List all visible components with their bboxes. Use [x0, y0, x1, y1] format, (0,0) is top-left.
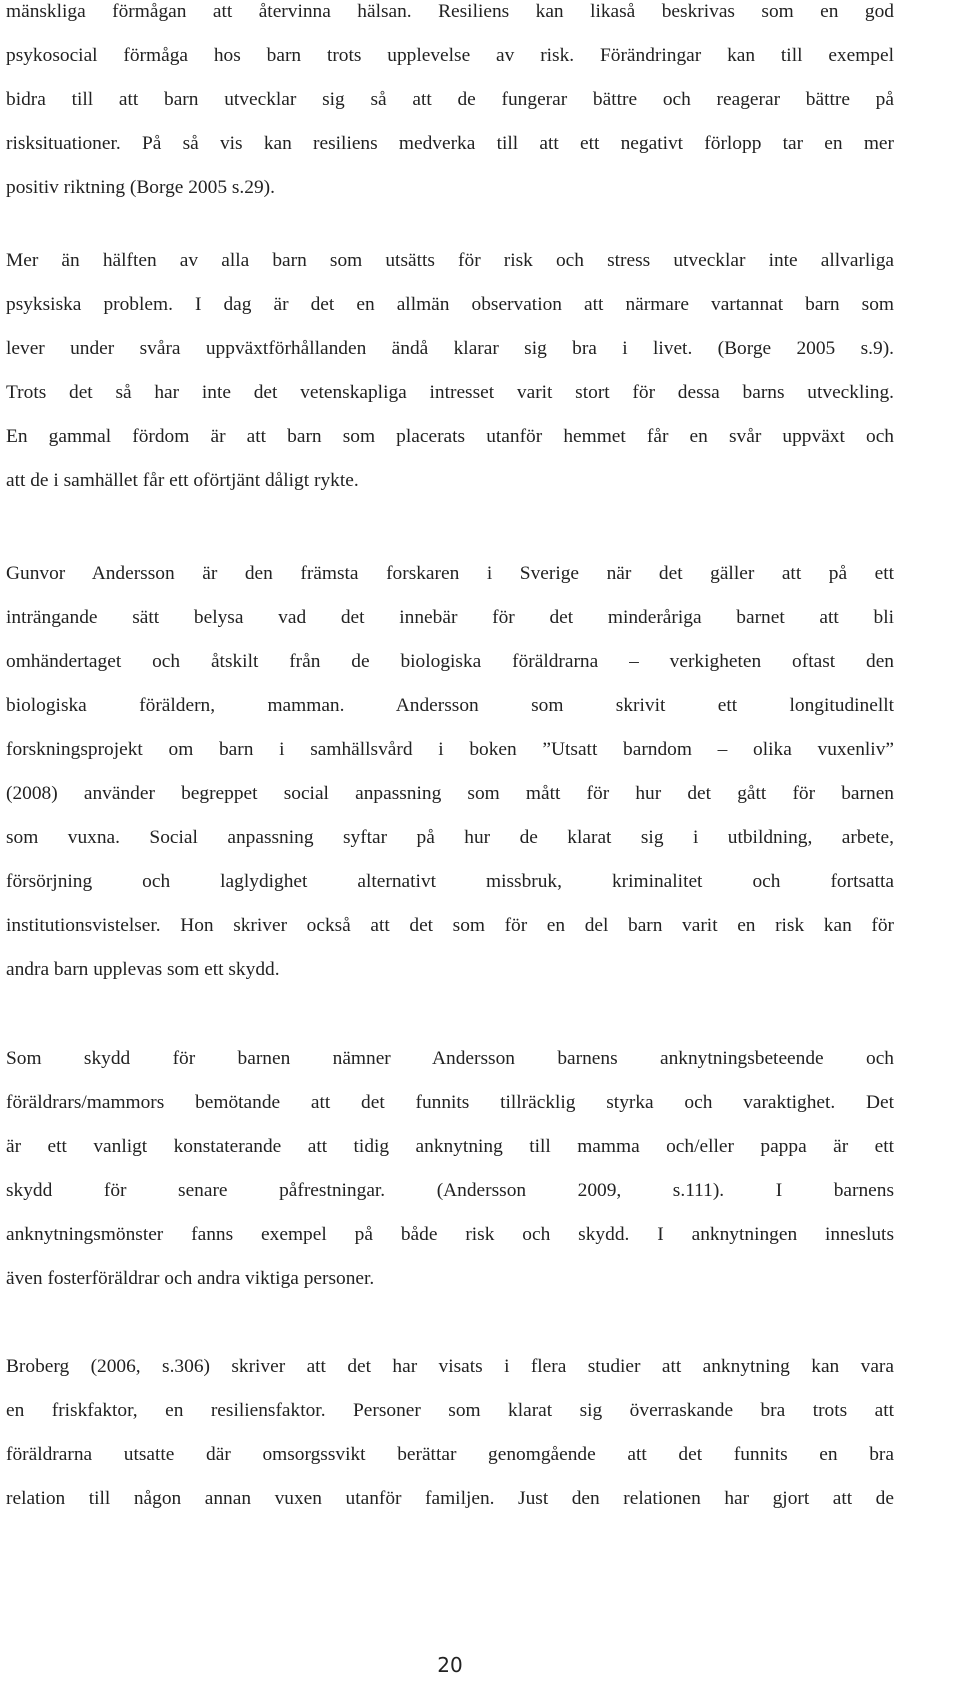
text-line: (2008) använder begreppet social anpassning som mått för hur det gått för barnen: [6, 783, 894, 804]
text-line: mänskliga förmågan att återvinna hälsan. Resiliens kan likaså beskrivas som en god: [6, 1, 894, 22]
text-line: inträngande sätt belysa vad det innebär för det minderåriga barnet att bli: [6, 607, 894, 628]
text-line: försörjning och laglydighet alternativt missbruk, kriminalitet och fortsatta: [6, 871, 894, 892]
text-line: Mer än hälften av alla barn som utsätts för risk och stress utvecklar inte allvarliga: [6, 250, 894, 271]
text-line: psykosocial förmåga hos barn trots upplevelse av risk. Förändringar kan till exempel: [6, 45, 894, 66]
text-line: Gunvor Andersson är den främsta forskaren i Sverige när det gäller att på ett: [6, 563, 894, 584]
text-line: institutionsvistelser. Hon skriver också att det som för en del barn varit en risk kan för: [6, 915, 894, 936]
text-line: anknytningsmönster fanns exempel på både risk och skydd. I anknytningen innesluts: [6, 1224, 894, 1245]
text-line: Som skydd för barnen nämner Andersson barnens anknytningsbeteende och: [6, 1048, 894, 1069]
text-line: biologiska föräldern, mamman. Andersson som skrivit ett longitudinellt: [6, 695, 894, 716]
page-number: 20: [437, 1653, 463, 1677]
paragraph-andersson: [6, 552, 894, 992]
paragraph-broberg: [6, 1345, 894, 1521]
text-line: bidra till att barn utvecklar sig så att de fungerar bättre och reagerar bättre på: [6, 89, 894, 110]
text-line: är ett vanligt konstaterande att tidig anknytning till mamma och/eller pappa är ett: [6, 1136, 894, 1157]
text-line: även fosterföräldrar och andra viktiga personer.: [6, 1268, 375, 1289]
text-line: en friskfaktor, en resiliensfaktor. Personer som klarat sig överraskande bra trots att: [6, 1400, 894, 1421]
text-line: andra barn upplevas som ett skydd.: [6, 959, 280, 980]
text-line: psyksiska problem. I dag är det en allmän observation att närmare vartannat barn som: [6, 294, 894, 315]
text-line: som vuxna. Social anpassning syftar på hur de klarat sig i utbildning, arbete,: [6, 827, 894, 848]
text-line: forskningsprojekt om barn i samhällsvård i boken ”Utsatt barndom – olika vuxenliv”: [6, 739, 894, 760]
text-line: föräldrarna utsatte där omsorgssvikt berättar genomgående att det funnits en bra: [6, 1444, 894, 1465]
text-line: Trots det så har inte det vetenskapliga intresset varit stort för dessa barns utveckling.: [6, 382, 894, 403]
paragraph-resiliens: [6, 0, 894, 210]
text-line: risksituationer. På så vis kan resiliens medverka till att ett negativt förlopp tar en mer: [6, 133, 894, 154]
text-line: föräldrars/mammors bemötande att det funnits tillräcklig styrka och varaktighet. Det: [6, 1092, 894, 1113]
text-line: En gammal fördom är att barn som placerats utanför hemmet får en svår uppväxt och: [6, 426, 894, 447]
paragraph-risk-stress: [6, 239, 894, 503]
text-line: att de i samhället får ett oförtjänt dåligt rykte.: [6, 470, 359, 491]
text-line: positiv riktning (Borge 2005 s.29).: [6, 177, 275, 198]
paragraph-skydd: [6, 1037, 894, 1301]
text-line: Broberg (2006, s.306) skriver att det har visats i flera studier att anknytning kan vara: [6, 1356, 894, 1377]
text-line: relation till någon annan vuxen utanför familjen. Just den relationen har gjort att de: [6, 1488, 894, 1509]
text-line: omhändertaget och åtskilt från de biologiska föräldrarna – verkigheten oftast den: [6, 651, 894, 672]
text-line: lever under svåra uppväxtförhållanden ändå klarar sig bra i livet. (Borge 2005 s.9).: [6, 338, 894, 359]
text-line: skydd för senare påfrestningar. (Andersson 2009, s.111). I barnens: [6, 1180, 894, 1201]
